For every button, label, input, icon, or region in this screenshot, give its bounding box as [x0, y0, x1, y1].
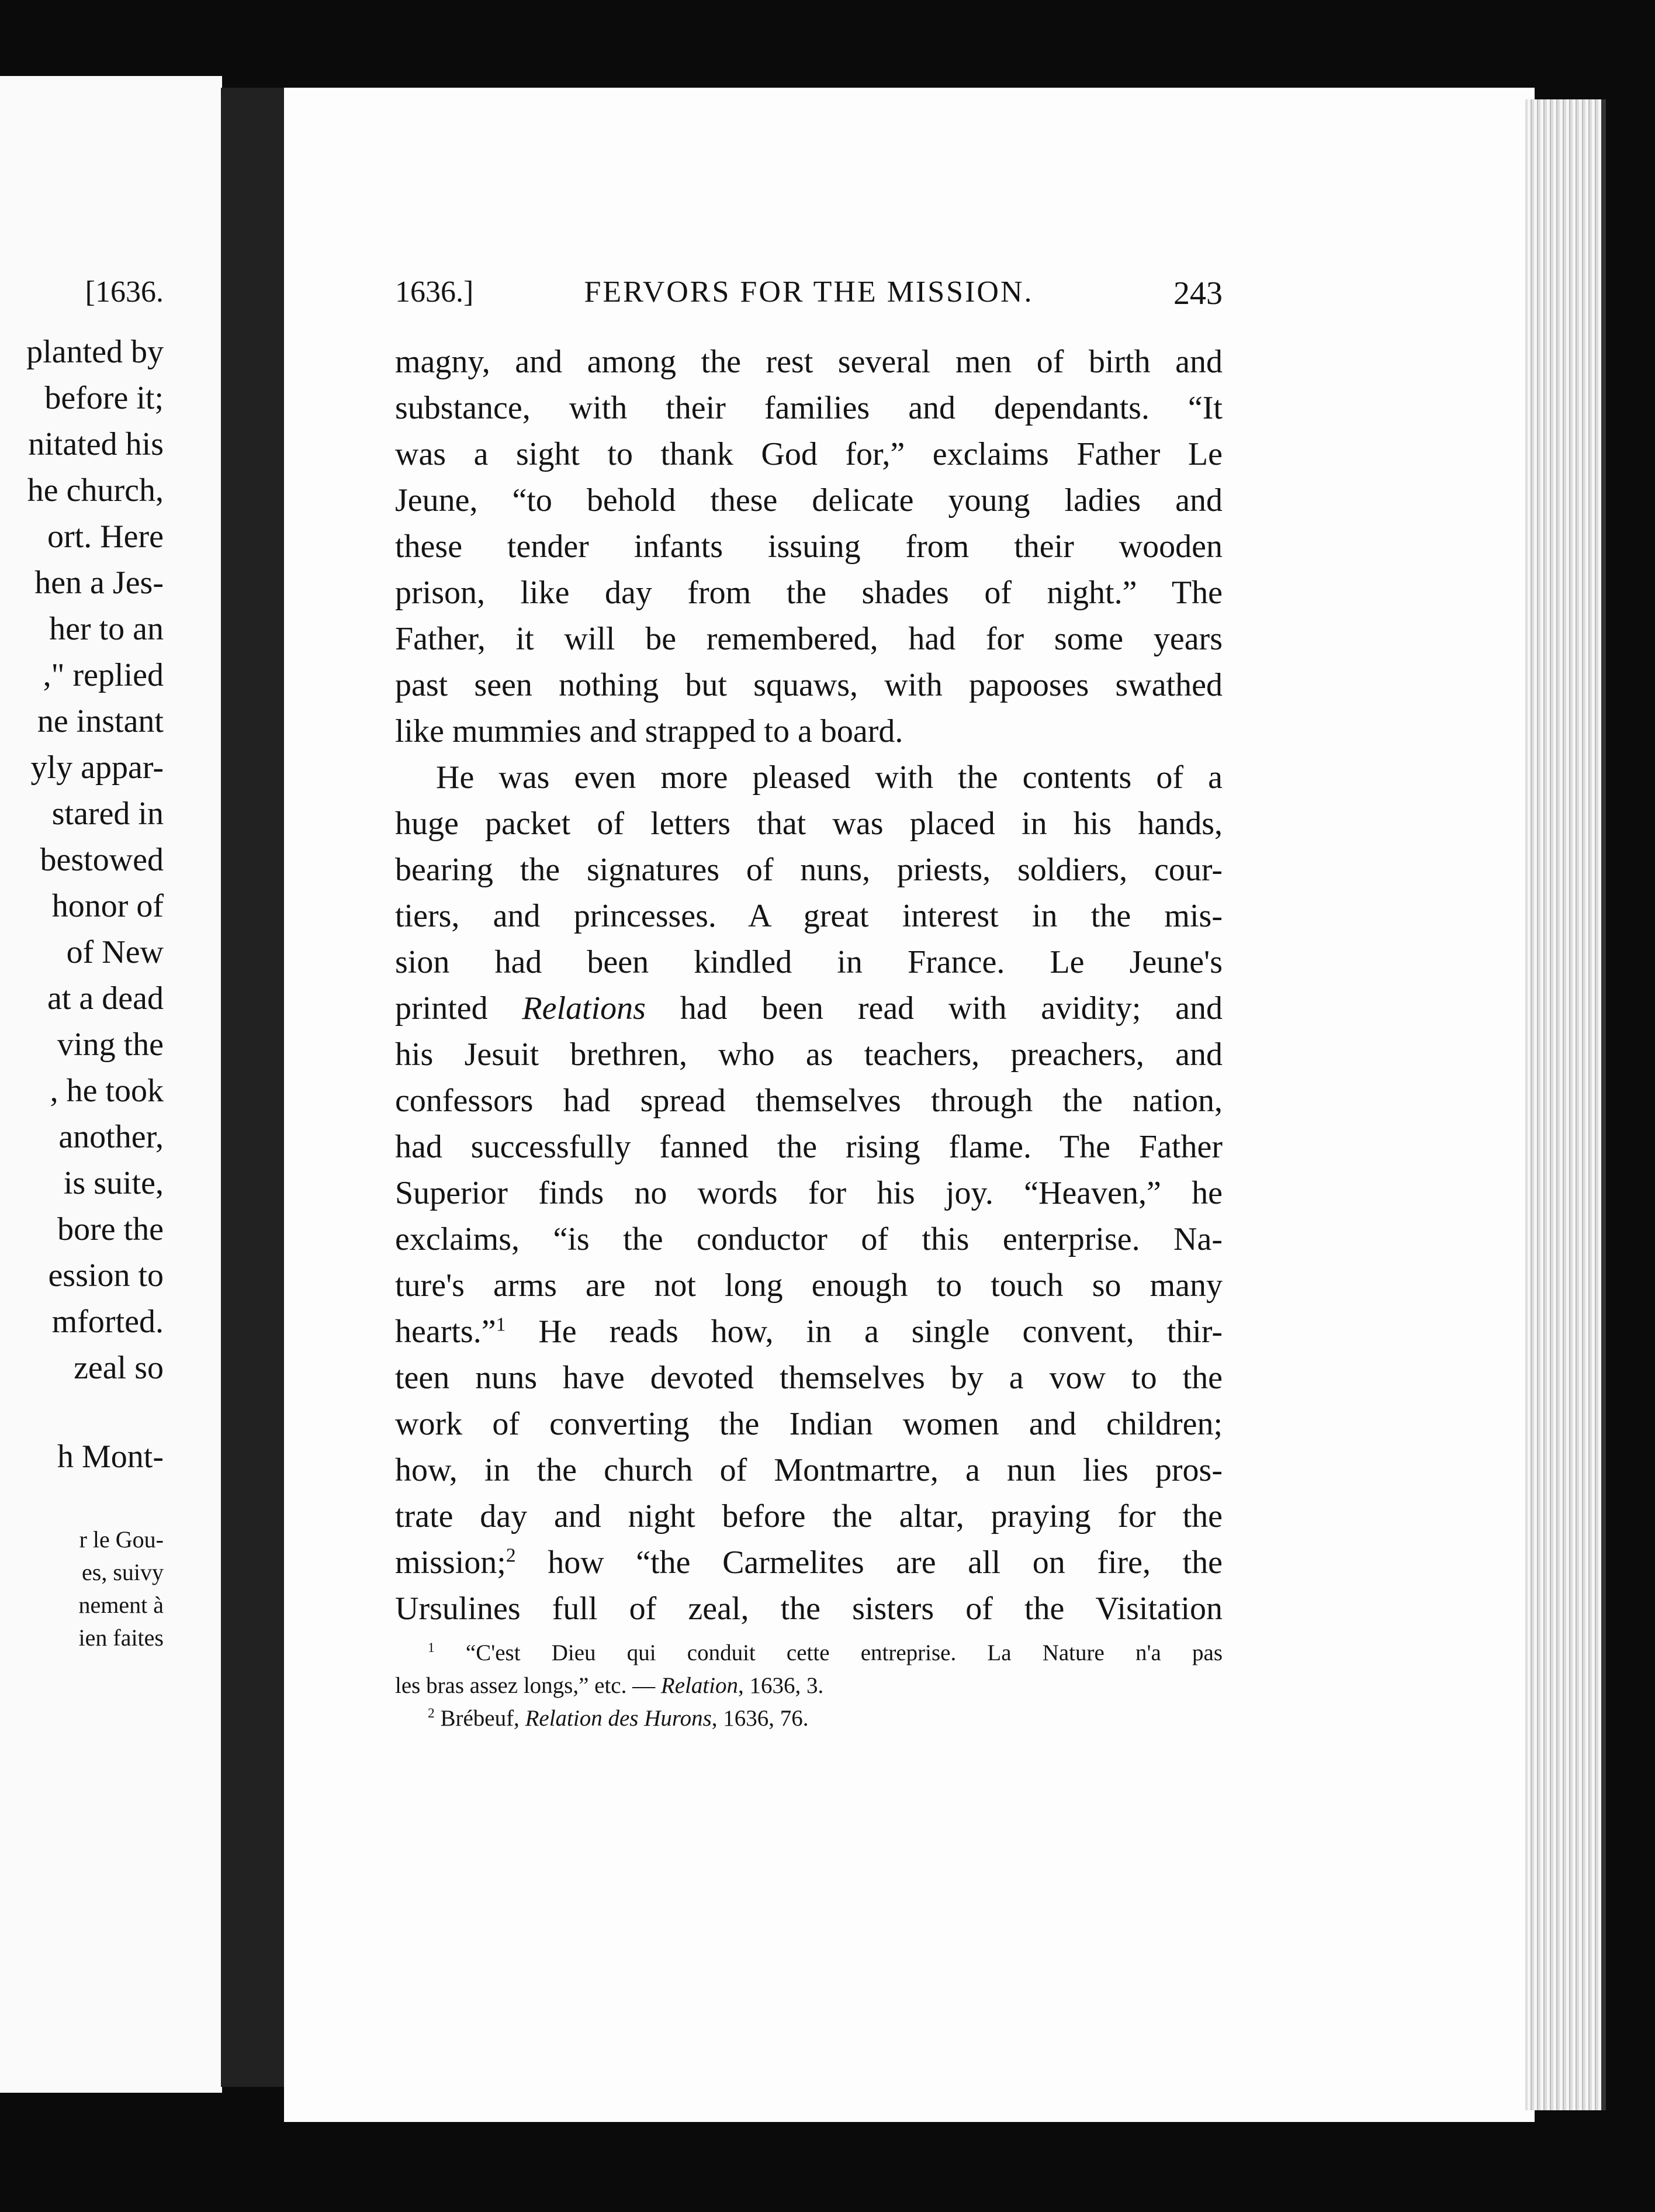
left-line: at a dead — [47, 980, 164, 1017]
text-line: ture's arms are not long enough to touch so many — [395, 1267, 1223, 1304]
text-line: Superior finds no words for his joy. “Heaven,” he — [395, 1175, 1223, 1211]
text-line: had successfully fanned the rising flame. The Father — [395, 1129, 1223, 1165]
text-line: was a sight to thank God for,” exclaims Father Le — [395, 436, 1223, 472]
page-edges — [1525, 99, 1606, 2110]
left-line: he church, — [27, 472, 164, 509]
chapter-title: FERVORS FOR THE MISSION. — [584, 275, 1034, 309]
text-line: Ursulines full of zeal, the sisters of the Visitation — [395, 1591, 1223, 1627]
footnote-ref-text: , 1636, 76. — [711, 1706, 809, 1731]
left-line: bestowed — [40, 842, 164, 878]
text-line: trate day and night before the altar, praying for the — [395, 1498, 1223, 1534]
footnote-text: Brébeuf, — [440, 1706, 525, 1731]
italic-title: Relations — [522, 990, 646, 1026]
left-line: ort. Here — [47, 519, 164, 555]
text-line: prison, like day from the shades of night.” The — [395, 575, 1223, 611]
left-line: stared in — [51, 796, 164, 832]
footnote-2 — [395, 1702, 1223, 1735]
footnote-1 — [395, 1637, 1223, 1670]
left-line: hen a Jes- — [34, 565, 164, 601]
text-line: these tender infants issuing from their wooden — [395, 528, 1223, 565]
left-line: nitated his — [28, 426, 164, 462]
text-line: He was even more pleased with the contents of a — [436, 759, 1223, 796]
left-line: ession to — [48, 1257, 164, 1294]
text-line: how, in the church of Montmartre, a nun lies pros- — [395, 1452, 1223, 1488]
footnote-1-cont — [395, 1670, 1223, 1702]
body-text — [395, 339, 1223, 1632]
text-line: bearing the signatures of nuns, priests, soldiers, cour- — [395, 852, 1223, 888]
left-line: her to an — [49, 611, 164, 647]
left-line: zeal so — [74, 1350, 164, 1386]
left-line: , he took — [50, 1073, 164, 1109]
left-line: mforted. — [51, 1304, 164, 1340]
text-line: confessors had spread themselves through the nation, — [395, 1083, 1223, 1119]
left-line: ," replied — [43, 657, 164, 693]
text-line: magny, and among the rest several men of birth and — [395, 344, 1223, 380]
left-footnote-line: es, suivy — [82, 1559, 164, 1585]
running-header — [395, 275, 1223, 316]
text-line: work of converting the Indian women and children; — [395, 1406, 1223, 1442]
left-line: of New — [66, 934, 164, 970]
text-line: sion had been kindled in France. Le Jeune's — [395, 944, 1223, 980]
left-footnote-line: r le Gou- — [79, 1526, 164, 1553]
footnote-text: les bras assez longs,” etc. — — [395, 1673, 661, 1698]
footnote-ref: 1 — [496, 1314, 506, 1336]
footnote-text: “C'est Dieu qui conduit cette entreprise. La Nature n'a pas — [465, 1640, 1223, 1665]
footnote-source: Relation — [660, 1673, 739, 1698]
footnotes — [395, 1637, 1223, 1735]
footnote-source: Relation des Hurons — [525, 1706, 712, 1731]
text-line: like mummies and strapped to a board. — [395, 713, 903, 749]
left-line: h Mont- — [57, 1439, 164, 1475]
left-line: ne instant — [37, 703, 164, 739]
left-running-header: [1636. — [85, 275, 164, 309]
left-line: is suite, — [63, 1165, 164, 1201]
footnote-mark: 1 — [428, 1640, 435, 1655]
text-line: tiers, and princesses. A great interest in the mis- — [395, 898, 1223, 934]
text-line — [395, 986, 1223, 1032]
left-line: bore the — [57, 1211, 164, 1247]
text-line: his Jesuit brethren, who as teachers, preachers, and — [395, 1036, 1223, 1073]
text-line: substance, with their families and dependants. “It — [395, 390, 1223, 426]
header-year: 1636.] — [395, 275, 474, 309]
text-line — [395, 1309, 1223, 1355]
book-gutter — [221, 88, 285, 2087]
text-line: Father, it will be remembered, had for some years — [395, 621, 1223, 657]
left-footnote-line: nement à — [78, 1592, 164, 1618]
text-segment: mission; — [395, 1544, 506, 1581]
left-line: yly appar- — [30, 749, 164, 786]
footnote-mark: 2 — [428, 1706, 435, 1721]
left-line: planted by — [26, 334, 164, 370]
left-line: honor of — [51, 888, 164, 924]
text-line: huge packet of letters that was placed in his hands, — [395, 806, 1223, 842]
text-segment: had been read with avidity; and — [645, 990, 1223, 1026]
left-line: before it; — [44, 380, 164, 416]
footnote-ref: 2 — [505, 1544, 516, 1567]
text-segment: printed — [395, 990, 522, 1026]
page-number: 243 — [1173, 275, 1223, 312]
left-footnote-line: ien faites — [78, 1625, 164, 1651]
text-line: teen nuns have devoted themselves by a vow to the — [395, 1360, 1223, 1396]
footnote-ref-text: , 1636, 3. — [738, 1673, 824, 1698]
text-segment: how “the Carmelites are all on fire, the — [515, 1544, 1223, 1581]
text-segment: hearts.” — [395, 1314, 496, 1350]
previous-page-fragment — [0, 76, 222, 2093]
text-line: past seen nothing but squaws, with papooses swathed — [395, 667, 1223, 703]
text-line: Jeune, “to behold these delicate young ladies and — [395, 482, 1223, 519]
left-line: another, — [58, 1119, 164, 1155]
text-line — [395, 1540, 1223, 1586]
text-segment: He reads how, in a single convent, thir- — [505, 1314, 1223, 1350]
text-line: exclaims, “is the conductor of this enterprise. Na- — [395, 1221, 1223, 1257]
left-line: ving the — [57, 1026, 164, 1063]
